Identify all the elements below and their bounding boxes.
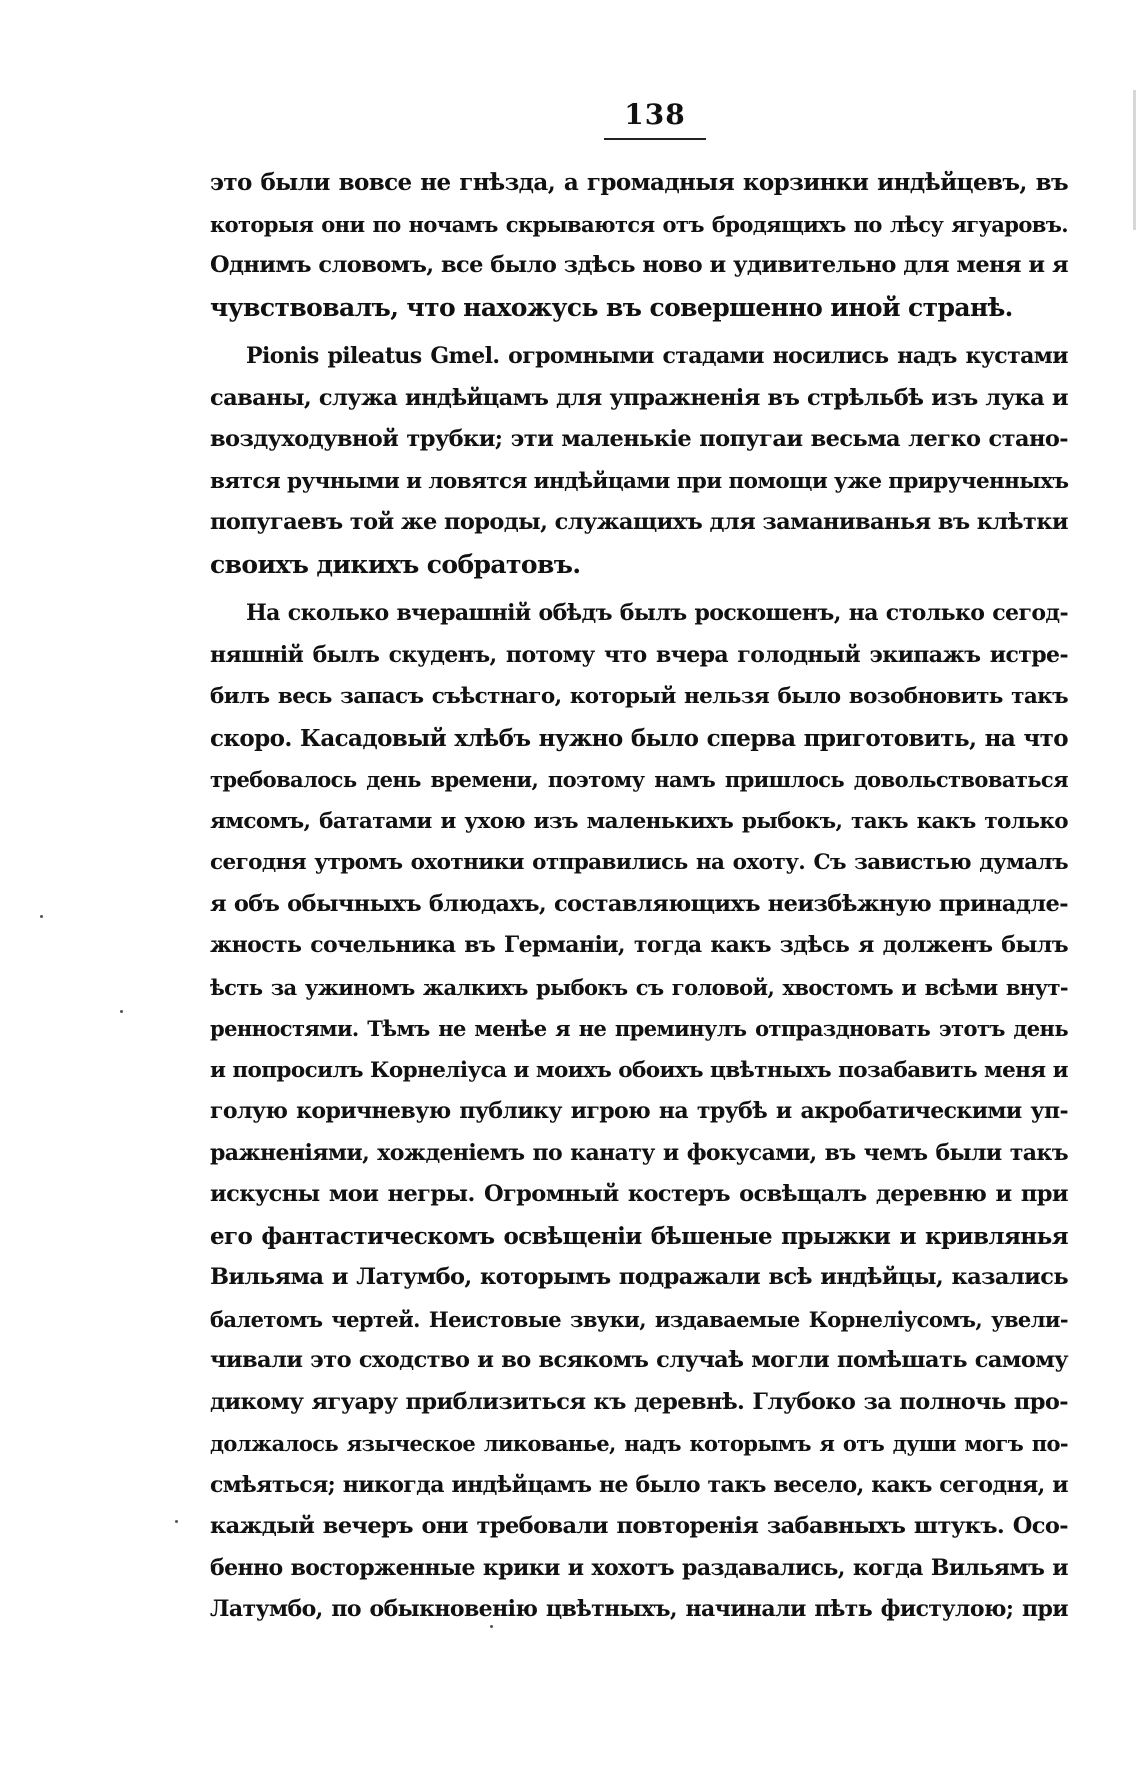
text-line: я объ обычныхъ блюдахъ, составляющихъ неизбѣжную принадле- [210,890,1068,917]
scan-speck [40,915,43,918]
text-line: билъ весь запасъ съѣстнаго, который нельзя было возобновить такъ [210,684,1068,709]
text-line: саваны, служа индѣйцамъ для упражненія въ стрѣльбѣ изъ лука и [210,384,1068,411]
text-line: дикому ягуару приблизиться къ деревнѣ. Глубоко за полночь про- [210,1388,1068,1415]
scan-speck [175,1520,178,1523]
text-line: няшній былъ скуденъ, потому что вчера голодный экипажъ истре- [210,641,1068,668]
text-line: скоро. Касадовый хлѣбъ нужно было сперва приготовить, на что [210,724,1068,752]
text-line: чивали это сходство и во всякомъ случаѣ могли помѣшать самому [210,1347,1068,1373]
margin-scan-shadow [1133,90,1136,230]
text-line: бенно восторженные крики и хохотъ раздавались, когда Вильямъ и [210,1554,1068,1581]
text-line: ѣсть за ужиномъ жалкихъ рыбокъ съ головой, хвостомъ и всѣми внут- [210,974,1068,1000]
text-line: Вильяма и Латумбо, которымъ подражали всѣ индѣйцы, казались [210,1264,1068,1290]
text-line: требовалось день времени, поэтому намъ пришлось довольствоваться [210,767,1068,792]
text-line: и попросилъ Корнеліуса и моихъ обоихъ цвѣтныхъ позабавить меня и [210,1057,1068,1083]
text-line: Однимъ словомъ, все было здѣсь ново и удивительно для меня и я [210,252,1068,278]
text-line: которыя они по ночамъ скрываются отъ бродящихъ по лѣсу ягуаровъ. [210,211,1068,237]
paragraph [210,162,1068,328]
text-line: это были вовсе не гнѣзда, а громадныя корзинки индѣйцевъ, въ [210,169,1068,196]
paragraph [210,593,1068,1631]
text-line: жность сочельника въ Германіи, тогда какъ здѣсь я долженъ былъ [210,932,1068,958]
text-line: ямсомъ, бататами и ухою изъ маленькихъ рыбокъ, такъ какъ только [210,808,1068,834]
text-line: каждый вечеръ они требовали повторенія забавныхъ штукъ. Осо- [210,1513,1068,1539]
text-line: должалось языческое ликованье, надъ которымъ я отъ души могъ по- [210,1431,1068,1456]
scan-speck [120,1010,123,1013]
body-text [210,162,1068,1631]
text-line: балетомъ чертей. Неистовые звуки, издаваемые Корнеліусомъ, увели- [210,1306,1068,1332]
text-line: На сколько вчерашній обѣдъ былъ роскошенъ, на столько сегод- [246,600,1068,626]
scan-speck [490,1625,493,1628]
text-line: чувствовалъ, что нахожусь въ совершенно иной странѣ. [210,292,1013,322]
paragraph [210,336,1068,585]
text-line: вятся ручными и ловятся индѣйцами при помощи уже прирученныхъ [210,468,1069,494]
text-line: его фантастическомъ освѣщеніи бѣшеные прыжки и кривлянья [210,1222,1068,1250]
page-number: 138 [624,98,686,131]
text-line: Латумбо, по обыкновенію цвѣтныхъ, начинали пѣть фистулою; при [210,1596,1068,1622]
text-line: воздуходувной трубки; эти маленькіе попугаи весьма легко стано- [210,426,1068,452]
text-line: смѣяться; никогда индѣйцамъ не было такъ весело, какъ сегодня, и [210,1471,1068,1498]
text-line: ражненіями, хожденіемъ по канату и фокусами, въ чемъ были такъ [210,1139,1068,1166]
text-line: голую коричневую публику игрою на трубѣ и акробатическими уп- [210,1098,1068,1124]
text-line: ренностями. Тѣмъ не менѣе я не преминулъ отпраздновать этотъ день [210,1016,1068,1041]
text-line: своихъ дикихъ собратовъ. [210,549,581,579]
text-line: попугаевъ той же породы, служащихъ для заманиванья въ клѣтки [210,509,1068,535]
text-line: Pionis pileatus Gmel. огромными стадами носились надъ кустами [246,343,1068,369]
page-number-rule [604,138,706,140]
text-line: искусны мои негры. Огромный костеръ освѣщалъ деревню и при [210,1181,1068,1207]
text-line: сегодня утромъ охотники отправились на охоту. Съ завистью думалъ [210,850,1068,875]
